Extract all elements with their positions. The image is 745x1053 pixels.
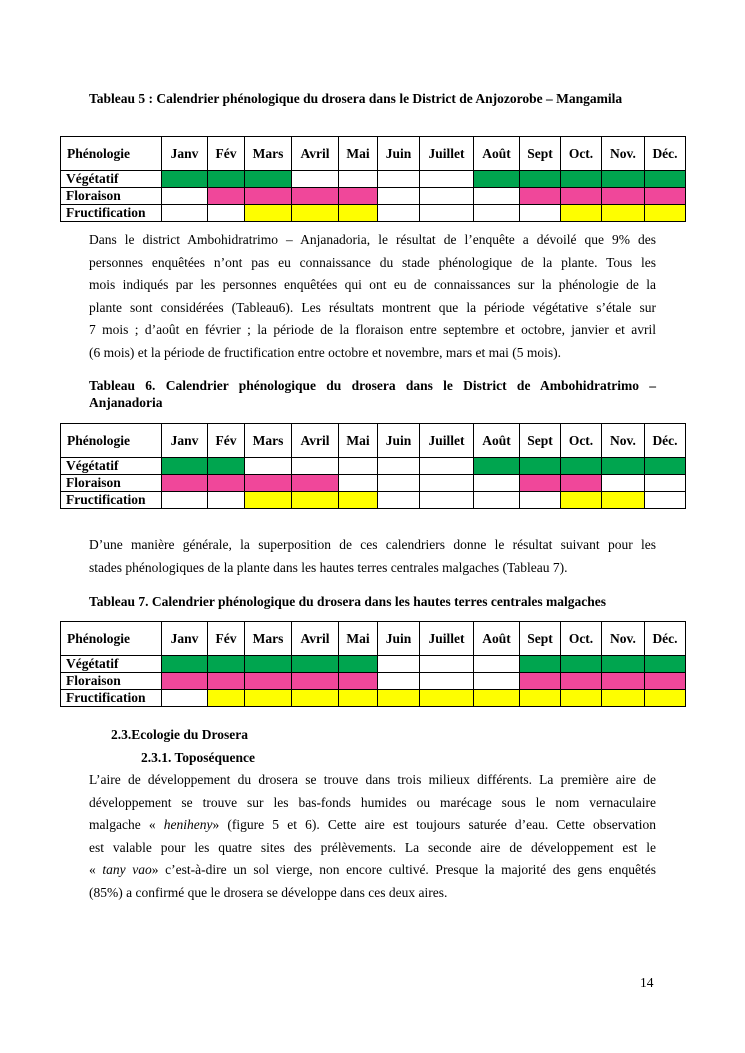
phenology-cell — [645, 690, 686, 707]
phenology-cell — [378, 205, 420, 222]
para1-line: plante sont considérées (Tableau6). Les résultats montrent que la période végétative s’étale sur — [89, 299, 656, 315]
table6 — [60, 423, 686, 509]
phenology-cell — [245, 492, 292, 509]
phenology-cell — [162, 188, 208, 205]
phenology-cell — [245, 656, 292, 673]
column-header-month: Juillet — [420, 622, 474, 656]
column-header-month: Juin — [378, 622, 420, 656]
phenology-cell — [474, 690, 520, 707]
column-header-month: Août — [474, 424, 520, 458]
phenology-cell — [245, 205, 292, 222]
phenology-cell — [474, 188, 520, 205]
phenology-cell — [208, 171, 245, 188]
phenology-cell — [208, 458, 245, 475]
phenology-cell — [292, 171, 339, 188]
row-label: Végétatif — [61, 458, 162, 475]
paragraph-1 — [89, 229, 656, 364]
phenology-cell — [602, 492, 645, 509]
phenology-cell — [420, 458, 474, 475]
paragraph-2 — [89, 534, 656, 579]
phenology-cell — [292, 188, 339, 205]
column-header-month: Mai — [339, 137, 378, 171]
phenology-cell — [378, 656, 420, 673]
phenology-cell — [474, 673, 520, 690]
table5-caption: Tableau 5 : Calendrier phénologique du drosera dans le District de Anjozorobe – Mangamila — [89, 91, 623, 106]
phenology-cell — [474, 171, 520, 188]
phenology-cell — [208, 475, 245, 492]
column-header-month: Déc. — [645, 137, 686, 171]
column-header-month: Juin — [378, 424, 420, 458]
phenology-cell — [420, 188, 474, 205]
table7-caption: Tableau 7. Calendrier phénologique du drosera dans les hautes terres centrales malgaches — [89, 594, 607, 609]
phenology-cell — [420, 492, 474, 509]
para1-line: (6 mois) et la période de fructification entre octobre et novembre, mars et mai (5 mois). — [89, 344, 561, 360]
column-header-month: Août — [474, 137, 520, 171]
section-heading-2-3: 2.3.Ecologie du Drosera — [111, 727, 248, 742]
column-header-month: Juillet — [420, 424, 474, 458]
table6-caption: Tableau 6. Calendrier phénologique du drosera dans le District de Ambohidratrimo – Anjanadoria — [89, 378, 656, 410]
column-header-month: Sept — [520, 424, 561, 458]
column-header-month: Août — [474, 622, 520, 656]
column-header-month: Janv — [162, 424, 208, 458]
phenology-cell — [602, 673, 645, 690]
phenology-cell — [378, 458, 420, 475]
phenology-cell — [292, 205, 339, 222]
column-header-month: Nov. — [602, 622, 645, 656]
table-row — [61, 188, 686, 205]
phenology-cell — [561, 475, 602, 492]
phenology-cell — [378, 690, 420, 707]
table-row — [61, 458, 686, 475]
phenology-cell — [339, 690, 378, 707]
row-label: Floraison — [61, 475, 162, 492]
phenology-cell — [339, 458, 378, 475]
table5 — [60, 136, 686, 222]
phenology-cell — [162, 656, 208, 673]
phenology-cell — [245, 475, 292, 492]
column-header-month: Déc. — [645, 622, 686, 656]
phenology-cell — [520, 673, 561, 690]
row-label: Fructification — [61, 205, 162, 222]
row-label: Floraison — [61, 673, 162, 690]
phenology-cell — [339, 656, 378, 673]
phenology-cell — [602, 171, 645, 188]
phenology-cell — [602, 475, 645, 492]
column-header-month: Mars — [245, 424, 292, 458]
phenology-cell — [245, 458, 292, 475]
phenology-cell — [339, 188, 378, 205]
phenology-cell — [561, 673, 602, 690]
subsection-heading-2-3-1: 2.3.1. Toposéquence — [141, 750, 256, 765]
row-label: Fructification — [61, 690, 162, 707]
column-header-month: Fév — [208, 424, 245, 458]
phenology-cell — [292, 656, 339, 673]
para2-line: D’une manière générale, la superposition de ces calendriers donne le résultat suivant pour les — [89, 537, 656, 552]
phenology-cell — [208, 492, 245, 509]
phenology-cell — [645, 171, 686, 188]
phenology-cell — [292, 475, 339, 492]
column-header-month: Nov. — [602, 424, 645, 458]
phenology-cell — [208, 656, 245, 673]
phenology-cell — [378, 673, 420, 690]
para2-line: stades phénologiques de la plante dans les hautes terres centrales malgaches (Tableau 7). — [89, 559, 568, 575]
phenology-cell — [520, 690, 561, 707]
phenology-cell — [520, 656, 561, 673]
phenology-cell — [520, 205, 561, 222]
row-label: Végétatif — [61, 171, 162, 188]
phenology-cell — [561, 656, 602, 673]
phenology-cell — [474, 656, 520, 673]
phenology-cell — [602, 458, 645, 475]
phenology-cell — [602, 188, 645, 205]
phenology-cell — [420, 205, 474, 222]
para1-line: personnes enquêtées n’ont pas eu connaissance du stade phénologique de la plante. Tous les — [89, 254, 656, 270]
phenology-cell — [520, 458, 561, 475]
phenology-cell — [645, 492, 686, 509]
phenology-cell — [561, 492, 602, 509]
column-header-month: Mai — [339, 622, 378, 656]
phenology-cell — [162, 492, 208, 509]
phenology-cell — [561, 458, 602, 475]
phenology-cell — [645, 205, 686, 222]
phenology-cell — [378, 188, 420, 205]
para1-line: mois indiqués par les personnes enquêtées qui ont eu de connaissances sur la phénologie de la — [89, 277, 656, 292]
phenology-cell — [520, 171, 561, 188]
column-header-month: Fév — [208, 137, 245, 171]
table-row — [61, 690, 686, 707]
phenology-cell — [420, 690, 474, 707]
table-row — [61, 492, 686, 509]
phenology-cell — [420, 475, 474, 492]
column-header-month: Oct. — [561, 137, 602, 171]
phenology-cell — [520, 492, 561, 509]
table-row — [61, 171, 686, 188]
column-header-month: Juin — [378, 137, 420, 171]
phenology-cell — [561, 690, 602, 707]
table-row — [61, 475, 686, 492]
phenology-cell — [378, 475, 420, 492]
column-header-month: Janv — [162, 622, 208, 656]
phenology-cell — [162, 690, 208, 707]
phenology-cell — [292, 690, 339, 707]
phenology-cell — [602, 205, 645, 222]
row-label: Floraison — [61, 188, 162, 205]
row-label: Végétatif — [61, 656, 162, 673]
para3-line: malgache « heniheny» (figure 5 et 6). Cette aire est toujours saturée d’eau. Cette observation — [89, 817, 656, 832]
phenology-cell — [245, 171, 292, 188]
phenology-cell — [420, 656, 474, 673]
phenology-cell — [245, 690, 292, 707]
para3-line: « tany vao» c’est-à-dire un sol vierge, non encore cultivé. Presque la majorité des gens enquêtés — [89, 862, 657, 877]
phenology-cell — [645, 656, 686, 673]
column-header-month: Juillet — [420, 137, 474, 171]
phenology-cell — [474, 492, 520, 509]
phenology-cell — [292, 492, 339, 509]
para1-line: 7 mois ; d’août en février ; la période de la floraison entre septembre et octobre, janvier et avril — [89, 322, 656, 337]
phenology-cell — [162, 458, 208, 475]
phenology-cell — [645, 458, 686, 475]
phenology-cell — [561, 188, 602, 205]
row-label: Fructification — [61, 492, 162, 509]
phenology-cell — [208, 690, 245, 707]
phenology-cell — [645, 188, 686, 205]
phenology-cell — [474, 458, 520, 475]
column-header-phenologie: Phénologie — [61, 137, 162, 171]
column-header-month: Avril — [292, 137, 339, 171]
phenology-cell — [474, 475, 520, 492]
column-header-month: Déc. — [645, 424, 686, 458]
column-header-month: Oct. — [561, 424, 602, 458]
phenology-cell — [245, 188, 292, 205]
column-header-month: Sept — [520, 137, 561, 171]
phenology-cell — [420, 673, 474, 690]
phenology-cell — [292, 458, 339, 475]
para3-line: (85%) a confirmé que le drosera se développe dans ces deux aires. — [89, 884, 448, 900]
phenology-cell — [561, 171, 602, 188]
phenology-cell — [162, 205, 208, 222]
page-number: 14 — [640, 975, 654, 990]
column-header-month: Oct. — [561, 622, 602, 656]
phenology-cell — [561, 205, 602, 222]
phenology-cell — [245, 673, 292, 690]
phenology-cell — [162, 673, 208, 690]
phenology-cell — [378, 171, 420, 188]
para3-line: développement se trouve sur les bas-fonds humides ou marécage sous le nom vernaculaire — [89, 794, 656, 810]
phenology-cell — [208, 188, 245, 205]
column-header-month: Mars — [245, 622, 292, 656]
column-header-month: Mars — [245, 137, 292, 171]
phenology-cell — [520, 188, 561, 205]
phenology-cell — [339, 673, 378, 690]
phenology-cell — [474, 205, 520, 222]
para3-line: est valable pour les quatre sites des prélèvements. La seconde aire de développement est le — [89, 839, 656, 855]
phenology-cell — [292, 673, 339, 690]
column-header-phenologie: Phénologie — [61, 622, 162, 656]
phenology-cell — [420, 171, 474, 188]
column-header-month: Avril — [292, 424, 339, 458]
column-header-month: Sept — [520, 622, 561, 656]
phenology-cell — [339, 171, 378, 188]
phenology-cell — [378, 492, 420, 509]
column-header-month: Janv — [162, 137, 208, 171]
para1-line: Dans le district Ambohidratrimo – Anjanadoria, le résultat de l’enquête a dévoilé que 9% des — [89, 232, 656, 247]
para3-line: L’aire de développement du drosera se trouve dans trois milieux différents. La première aire de — [89, 772, 656, 787]
column-header-month: Avril — [292, 622, 339, 656]
column-header-phenologie: Phénologie — [61, 424, 162, 458]
column-header-month: Fév — [208, 622, 245, 656]
phenology-cell — [339, 492, 378, 509]
table-row — [61, 205, 686, 222]
phenology-cell — [520, 475, 561, 492]
phenology-cell — [645, 475, 686, 492]
phenology-cell — [208, 673, 245, 690]
phenology-cell — [162, 171, 208, 188]
phenology-cell — [339, 475, 378, 492]
table-row — [61, 673, 686, 690]
phenology-cell — [208, 205, 245, 222]
column-header-month: Mai — [339, 424, 378, 458]
phenology-cell — [602, 690, 645, 707]
column-header-month: Nov. — [602, 137, 645, 171]
paragraph-3 — [89, 769, 656, 904]
phenology-cell — [339, 205, 378, 222]
table-row — [61, 656, 686, 673]
phenology-cell — [162, 475, 208, 492]
phenology-cell — [602, 656, 645, 673]
table7 — [60, 621, 686, 707]
phenology-cell — [645, 673, 686, 690]
